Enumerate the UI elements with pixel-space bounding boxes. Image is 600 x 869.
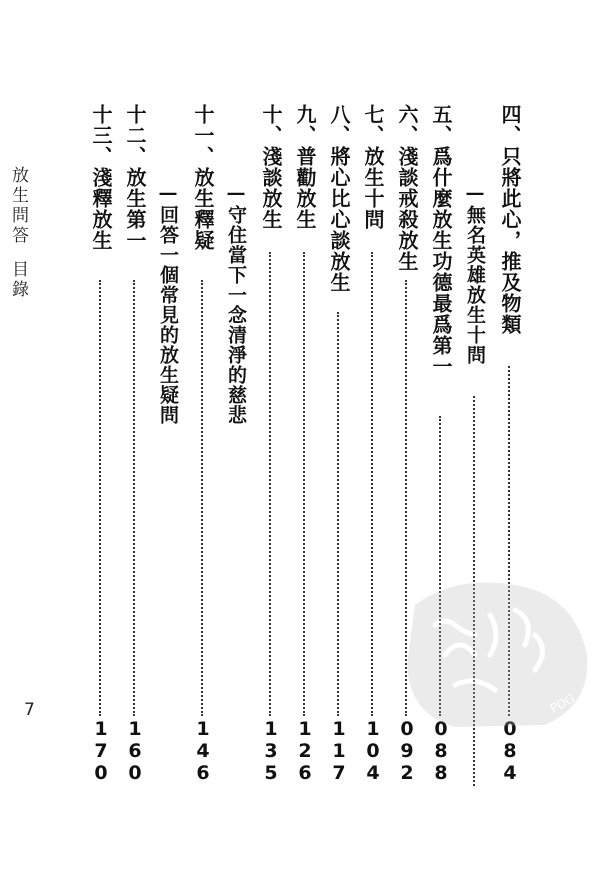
entry-title: 十一、放生釋疑 xyxy=(191,104,215,251)
page-digit: 1 xyxy=(298,718,312,740)
page-digit: 4 xyxy=(503,762,517,784)
page-digit: 6 xyxy=(196,762,210,784)
entry-title: 九、普勸放生 xyxy=(293,104,317,230)
entry-page-digits xyxy=(121,718,149,784)
entry-page-digits xyxy=(359,718,387,784)
toc-entry-12 xyxy=(121,104,149,784)
entry-page-digits xyxy=(291,718,319,784)
page-digit: 8 xyxy=(434,762,448,784)
entry-subtitle: —回答一個常見的放生疑問 xyxy=(157,182,179,425)
toc-entry-13 xyxy=(87,104,115,784)
page-digit: 1 xyxy=(366,718,380,740)
entry-title: 八、將心比心談放生 xyxy=(327,104,351,293)
leader-dots xyxy=(371,252,373,716)
page-digit: 7 xyxy=(94,740,108,762)
toc-entry-9 xyxy=(291,104,319,784)
entry-page-number xyxy=(257,718,285,784)
page-digit: 8 xyxy=(503,740,517,762)
entry-title: 十、淺談放生 xyxy=(259,104,283,230)
page-digit: 8 xyxy=(434,740,448,762)
page-digit: 2 xyxy=(400,762,414,784)
leader-dots xyxy=(269,252,271,716)
page-digit: 0 xyxy=(434,718,448,740)
page-digit: 4 xyxy=(366,762,380,784)
watermark-label: PDG xyxy=(547,691,578,716)
leader-dots xyxy=(133,280,135,716)
book-title: 放生問答 xyxy=(8,166,28,246)
page-digit: 0 xyxy=(503,718,517,740)
entry-title: 十三、淺釋放生 xyxy=(89,104,113,251)
entry-page-digits xyxy=(189,718,217,784)
page-digit: 0 xyxy=(94,762,108,784)
entry-title: 五、爲什麼放生功德最爲第一 xyxy=(429,104,453,377)
page-digit: 5 xyxy=(264,762,278,784)
page-digit: 1 xyxy=(264,718,278,740)
toc-entry-8 xyxy=(325,104,353,784)
entry-page-number xyxy=(325,718,353,784)
page-digit: 3 xyxy=(264,740,278,762)
section-title: 目錄 xyxy=(8,260,28,300)
toc-entry-10-subtitle xyxy=(223,182,249,702)
entry-subtitle: —守住當下一念清淨的慈悲 xyxy=(225,182,247,425)
entry-page-digits xyxy=(325,718,353,784)
library-seal-watermark xyxy=(395,565,595,735)
entry-page-digits xyxy=(87,718,115,784)
page-digit: 1 xyxy=(332,718,346,740)
toc-entry-11 xyxy=(189,104,217,784)
page-digit: 4 xyxy=(196,740,210,762)
toc-entry-10 xyxy=(257,104,285,784)
toc-entry-11-subtitle xyxy=(155,182,181,702)
page-digit: 1 xyxy=(94,718,108,740)
running-header xyxy=(6,166,31,300)
page-digit: 2 xyxy=(298,740,312,762)
page-digit: 0 xyxy=(128,762,142,784)
page-digit: 6 xyxy=(298,762,312,784)
page-digit: 9 xyxy=(400,740,414,762)
entry-title: 七、放生十問 xyxy=(361,104,385,230)
entry-page-number xyxy=(87,718,115,784)
leader-dots xyxy=(303,252,305,716)
entry-page-number xyxy=(121,718,149,784)
entry-page-number xyxy=(359,718,387,784)
entry-page-digits xyxy=(257,718,285,784)
page-digit: 6 xyxy=(128,740,142,762)
page-digit: 1 xyxy=(332,740,346,762)
page-digit: 1 xyxy=(128,718,142,740)
leader-dots xyxy=(337,312,339,716)
toc-entry-7 xyxy=(359,104,387,784)
leader-dots xyxy=(201,280,203,716)
page-digit: 0 xyxy=(400,718,414,740)
entry-subtitle: —無名英雄放生十問 xyxy=(464,182,486,365)
entry-title: 十二、放生第一 xyxy=(123,104,147,251)
page-digit: 0 xyxy=(366,740,380,762)
seal-icon xyxy=(395,565,595,735)
page-digit: 1 xyxy=(196,718,210,740)
entry-title: 六、淺談戒殺放生 xyxy=(395,104,419,272)
page-digit: 7 xyxy=(332,762,346,784)
entry-page-number xyxy=(189,718,217,784)
entry-page-number xyxy=(291,718,319,784)
leader-dots xyxy=(99,280,101,716)
entry-title: 四、只將此心，推及物類 xyxy=(498,104,522,335)
page-number: 7 xyxy=(24,700,35,720)
